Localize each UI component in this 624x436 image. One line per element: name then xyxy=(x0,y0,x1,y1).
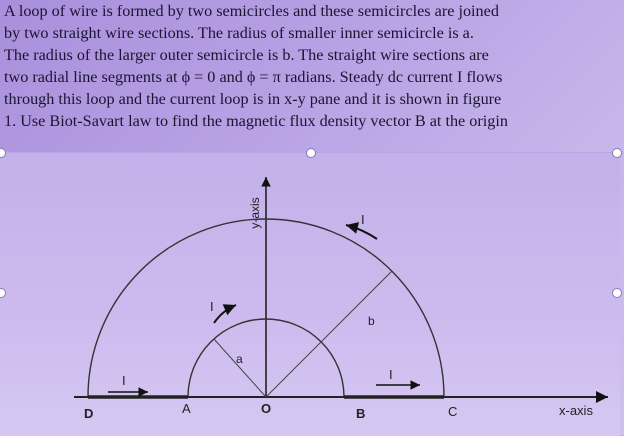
point-A-label: A xyxy=(182,401,191,416)
problem-line-2: by two straight wire sections. The radius of smaller inner semicircle is a. xyxy=(4,24,474,42)
radius-a-line xyxy=(214,339,266,397)
problem-line-3: The radius of the larger outer semicircle is b. The straight wire sections are xyxy=(4,46,489,64)
y-axis-label: y-axis xyxy=(248,197,262,229)
problem-statement xyxy=(4,0,616,132)
current-arrow-outer xyxy=(346,225,377,239)
figure-frame[interactable] xyxy=(0,152,620,436)
current-arrow-inner xyxy=(214,305,236,323)
figure-1-diagram xyxy=(0,153,620,436)
problem-line-1: A loop of wire is formed by two semicircles and these semicircles are joined xyxy=(4,2,499,20)
point-D-label: D xyxy=(84,406,94,421)
x-axis-label: x-axis xyxy=(559,403,593,418)
point-C-label: C xyxy=(448,404,458,419)
resize-handle-top-right[interactable] xyxy=(612,148,622,158)
point-B-label: B xyxy=(356,406,366,421)
current-label-inner: I xyxy=(210,299,214,314)
radius-a-label: a xyxy=(236,352,243,366)
current-label-left: I xyxy=(122,373,126,388)
problem-line-5: through this loop and the current loop is in x-y pane and it is shown in figure xyxy=(4,90,502,108)
problem-line-4: two radial line segments at ϕ = 0 and ϕ = π radians. Steady dc current I flows xyxy=(4,68,503,86)
resize-handle-top-middle[interactable] xyxy=(306,148,316,158)
resize-handle-middle-right[interactable] xyxy=(612,288,622,298)
radius-b-label: b xyxy=(368,314,375,328)
current-label-outer: I xyxy=(361,212,365,227)
problem-line-6: 1. Use Biot-Savart law to find the magnetic flux density vector B at the origin xyxy=(4,112,508,130)
origin-O-label: O xyxy=(261,401,272,416)
current-label-right: I xyxy=(389,367,393,382)
radius-b-line xyxy=(266,271,392,397)
